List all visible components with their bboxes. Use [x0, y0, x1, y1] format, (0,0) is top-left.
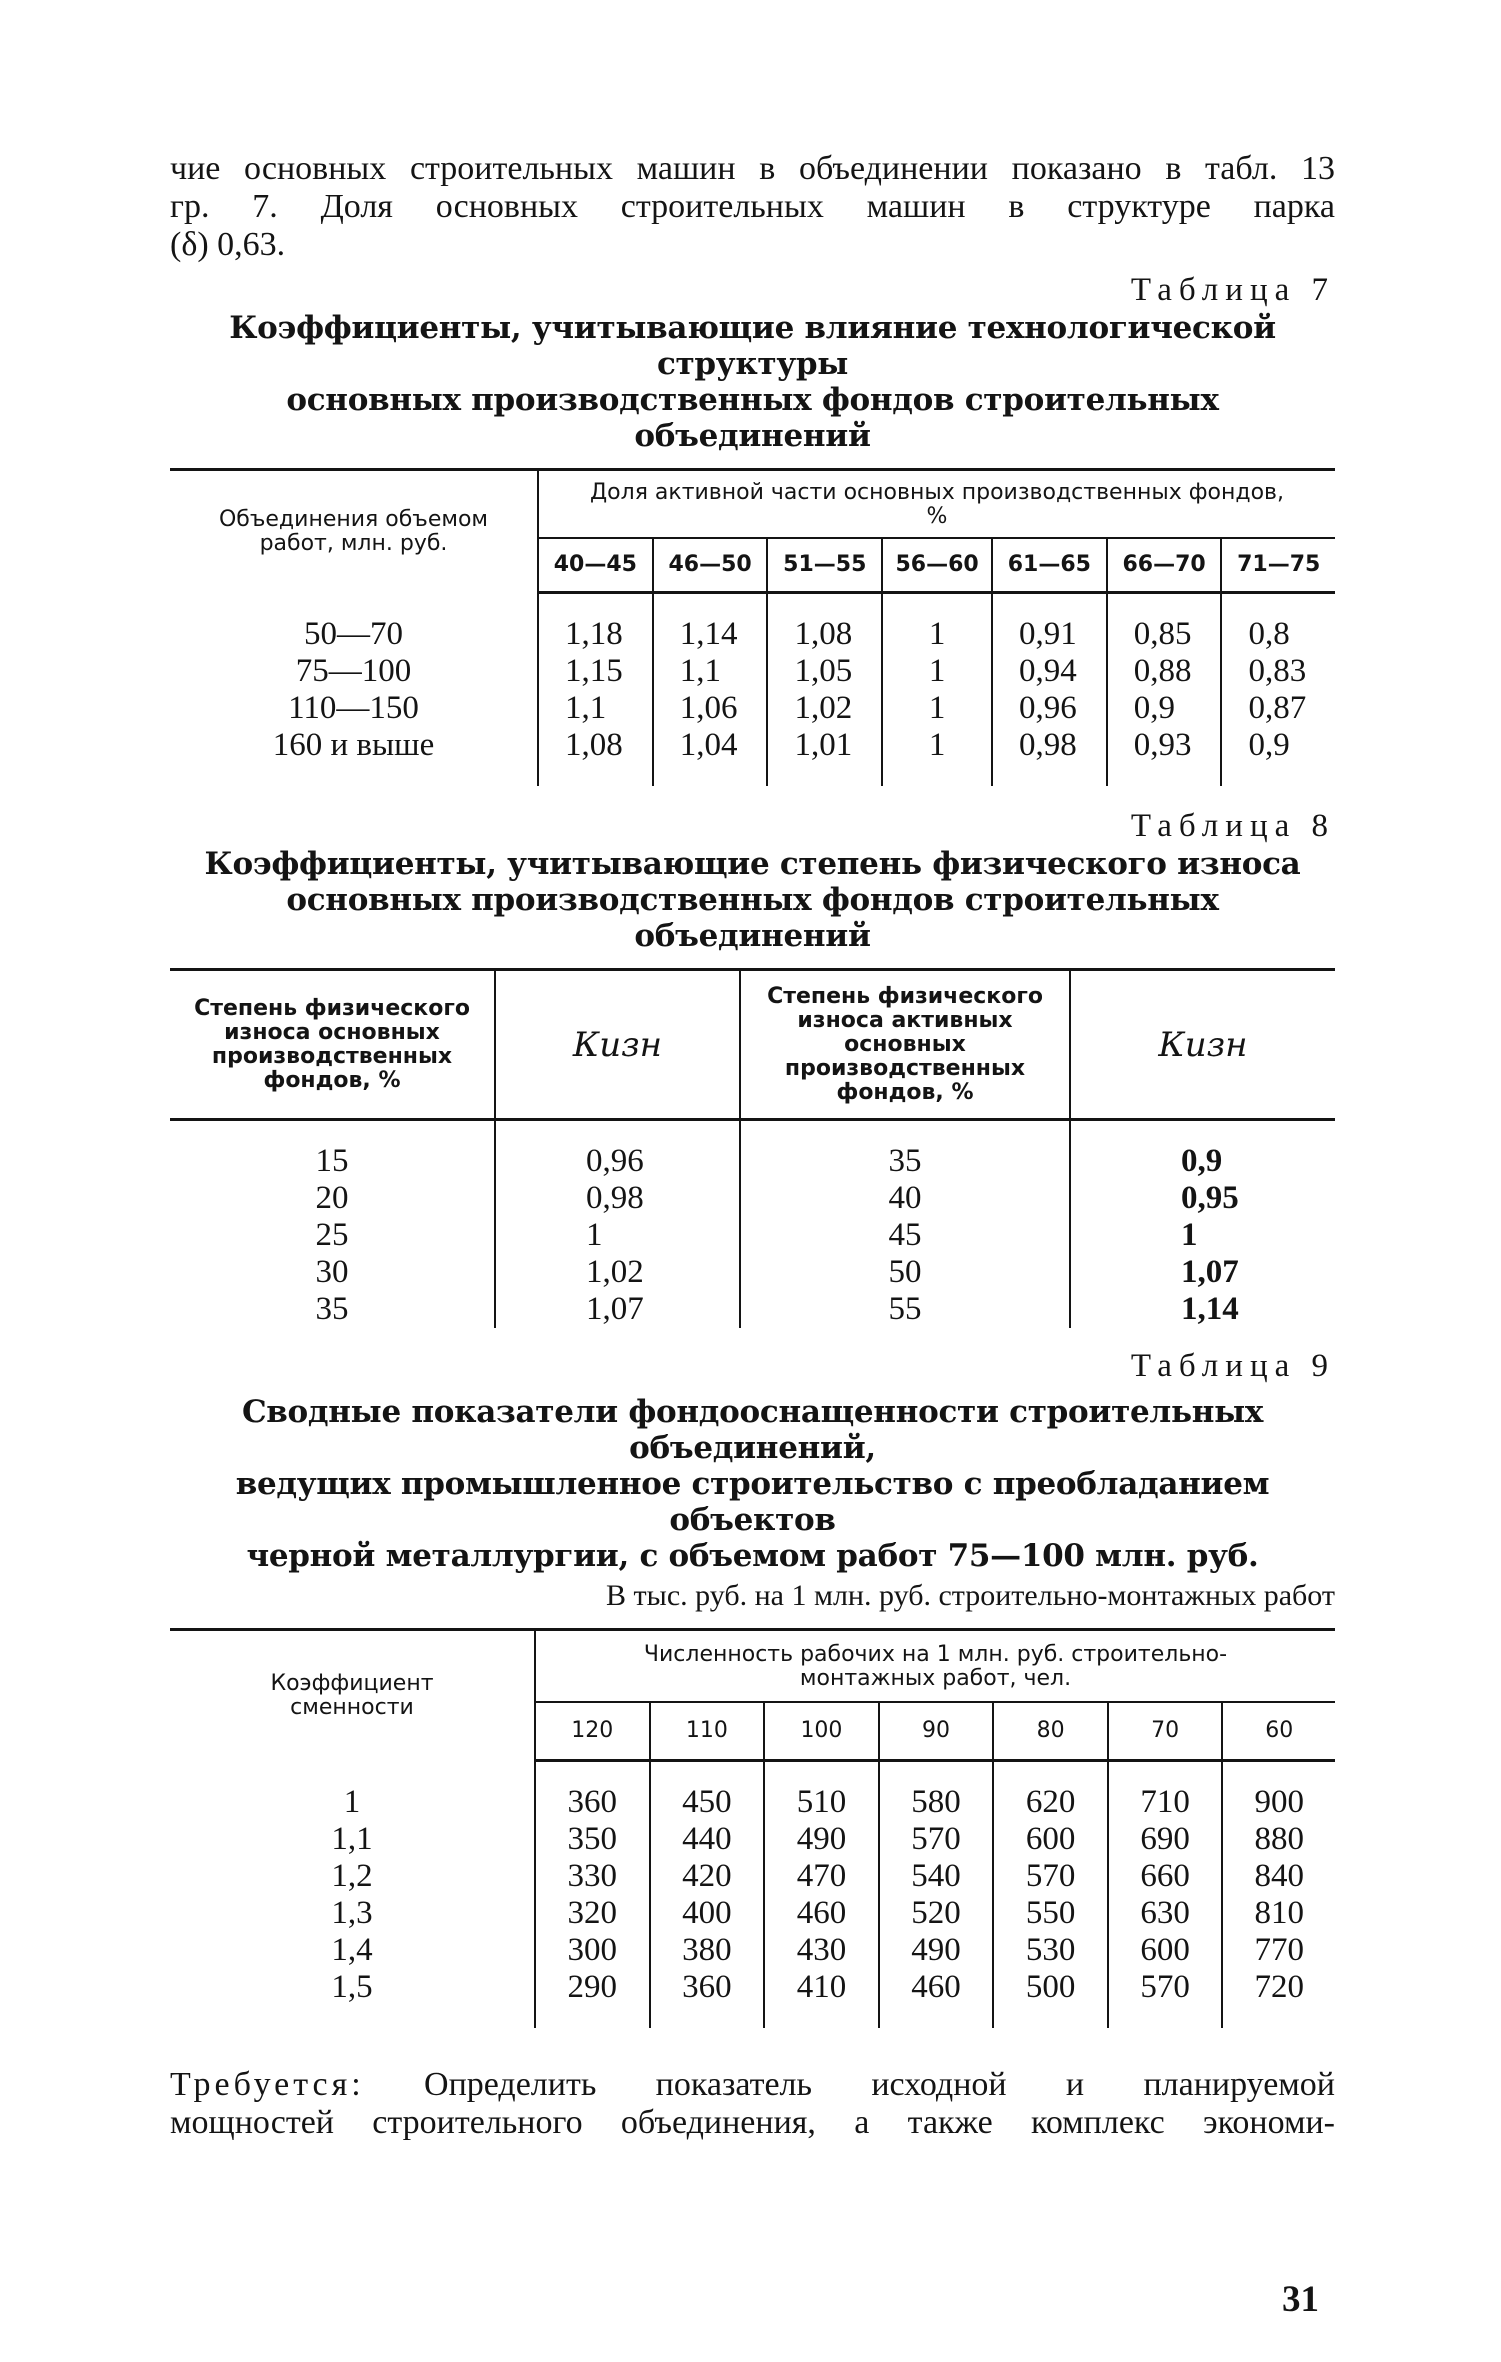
- table9-cell: 810: [1222, 1895, 1335, 1932]
- table-row: [170, 1291, 1335, 1328]
- table9-cell: 600: [993, 1821, 1108, 1858]
- table7-cell: 1,06: [653, 690, 768, 727]
- table9-cell: 490: [764, 1821, 879, 1858]
- table9-cell: 770: [1222, 1932, 1335, 1969]
- table7-cell: 0,93: [1107, 727, 1222, 764]
- table9-col-header: 90: [879, 1702, 994, 1761]
- table8-cell: 30: [315, 1254, 349, 1290]
- table8-cell: 1,07: [495, 1291, 740, 1328]
- table8-cell: 0,9: [1070, 1143, 1335, 1180]
- table7-cell: 1: [882, 616, 992, 653]
- table9-cell: 450: [650, 1784, 765, 1821]
- table7-cell: 0,96: [992, 690, 1107, 727]
- table7-cell: 1,08: [538, 727, 653, 764]
- table7-cell: 0,91: [992, 616, 1107, 653]
- table9-cell: 600: [1108, 1932, 1223, 1969]
- table9-cell: 360: [650, 1969, 765, 2006]
- table-row: [170, 1143, 1335, 1180]
- outro-paragraph: [170, 2066, 1335, 2142]
- intro-line-1: чие основных строительных машин в объединении показано в табл. 13: [170, 150, 1335, 187]
- table7-cell: 1,04: [653, 727, 768, 764]
- table9-cell: 900: [1222, 1784, 1335, 1821]
- page-content: [170, 150, 1335, 2142]
- table7-cell: 1: [882, 690, 992, 727]
- table8-cell: 20: [315, 1180, 349, 1216]
- table7-cell: 1,15: [538, 653, 653, 690]
- table-row: [170, 727, 1335, 764]
- table9-col-header: 70: [1108, 1702, 1223, 1761]
- table7-cell: 0,87: [1221, 690, 1335, 727]
- table9-cell: 540: [879, 1858, 994, 1895]
- table7-cell: 1,08: [767, 616, 882, 653]
- table9-row-label: 1: [343, 1784, 361, 1820]
- table7-cell: 0,85: [1107, 616, 1222, 653]
- table9-cell: 880: [1222, 1821, 1335, 1858]
- table9-cell: 360: [535, 1784, 650, 1821]
- table7-row-label: 50—70: [304, 616, 403, 652]
- outro-line-1-text: Определить показатель исходной и планируемой: [424, 2066, 1335, 2103]
- table9-col-header: 100: [764, 1702, 879, 1761]
- table9-row-label: 1,5: [331, 1969, 373, 2005]
- table7-row-label: 110—150: [288, 690, 419, 726]
- table-row: [170, 1821, 1335, 1858]
- table8-label: Таблица 8: [1130, 808, 1335, 844]
- table7-cell: 0,9: [1107, 690, 1222, 727]
- table9-cell: 710: [1108, 1784, 1223, 1821]
- table9-cell: 470: [764, 1858, 879, 1895]
- table7-cell: 1: [882, 727, 992, 764]
- table9-col-header: 110: [650, 1702, 765, 1761]
- table9-cell: 510: [764, 1784, 879, 1821]
- table9-cell: 550: [993, 1895, 1108, 1932]
- table8-cell: 35: [315, 1291, 349, 1327]
- table7-cell: 0,98: [992, 727, 1107, 764]
- table9-cell: 460: [764, 1895, 879, 1932]
- table7-cell: 1,02: [767, 690, 882, 727]
- table9-row-label: 1,4: [331, 1932, 373, 1968]
- table9-row-label: 1,3: [331, 1895, 373, 1931]
- table9-cell: 400: [650, 1895, 765, 1932]
- table-row: [170, 616, 1335, 653]
- table9-row-label: 1,1: [331, 1821, 373, 1857]
- table-row: [170, 1254, 1335, 1291]
- table-row: [170, 653, 1335, 690]
- outro-line-1: [170, 2066, 1335, 2104]
- table7-col-header: 66—70: [1107, 538, 1222, 593]
- table7-cell: 1: [882, 653, 992, 690]
- table8-cell: 55: [740, 1291, 1070, 1328]
- table8-k-header: Кизн: [495, 970, 740, 1120]
- table9-col-header: 80: [993, 1702, 1108, 1761]
- table7-cell: 1,1: [653, 653, 768, 690]
- table9-cell: 690: [1108, 1821, 1223, 1858]
- table7-col-header: 61—65: [992, 538, 1107, 593]
- table9-cell: 840: [1222, 1858, 1335, 1895]
- table-row: [170, 1895, 1335, 1932]
- table9-cell: 570: [879, 1821, 994, 1858]
- table9-cell: 420: [650, 1858, 765, 1895]
- table8-cell: 1: [495, 1217, 740, 1254]
- table9-cell: 330: [535, 1858, 650, 1895]
- table-row: [170, 1217, 1335, 1254]
- outro-lead: Требуется:: [170, 2066, 365, 2103]
- table9-cell: 430: [764, 1932, 879, 1969]
- table-row: [170, 1932, 1335, 1969]
- table9-cell: 570: [993, 1858, 1108, 1895]
- table7-caption-line-1: Коэффициенты, учитывающие влияние технологической структуры: [229, 310, 1276, 382]
- table7-cell: 0,83: [1221, 653, 1335, 690]
- table9-label: Таблица 9: [1130, 1348, 1335, 1384]
- table9: [170, 1628, 1335, 2028]
- table9-col-header: 120: [535, 1702, 650, 1761]
- intro-line-3: (δ) 0,63.: [170, 226, 286, 263]
- table7-col-header: 71—75: [1221, 538, 1335, 593]
- table9-cell: 300: [535, 1932, 650, 1969]
- table-row: [170, 1180, 1335, 1217]
- table8-cell: 45: [740, 1217, 1070, 1254]
- table9-cell: 500: [993, 1969, 1108, 2006]
- table7-label: Таблица 7: [1130, 272, 1335, 308]
- table8-cell: 15: [315, 1143, 349, 1179]
- table8-caption-line-2: основных производственных фондов строительных объединений: [286, 882, 1219, 954]
- table9-cell: 440: [650, 1821, 765, 1858]
- table8: [170, 968, 1335, 1328]
- table9-cell: 630: [1108, 1895, 1223, 1932]
- table7-row-label: 75—100: [295, 653, 412, 689]
- table8-cell: 0,95: [1070, 1180, 1335, 1217]
- table9-caption-line-1: Сводные показатели фондооснащенности строительных объединений,: [241, 1394, 1264, 1466]
- table7-cell: 0,88: [1107, 653, 1222, 690]
- table8-cell: 1: [1070, 1217, 1335, 1254]
- table9-cell: 720: [1222, 1969, 1335, 2006]
- table7-col-header: 51—55: [767, 538, 882, 593]
- table8-cell: 0,96: [495, 1143, 740, 1180]
- table7-cell: 0,94: [992, 653, 1107, 690]
- table7-row-header: Объединения объемом работ, млн. руб.: [170, 470, 538, 593]
- table-row: [170, 1969, 1335, 2006]
- intro-line-2: гр. 7. Доля основных строительных машин в структуре парка: [170, 188, 1335, 225]
- table7-col-header: 40—45: [538, 538, 653, 593]
- table9-cell: 570: [1108, 1969, 1223, 2006]
- table8-cell: 1,14: [1070, 1291, 1335, 1328]
- table8-wear-header: Степень физического износа основных производственных фондов, %: [170, 970, 495, 1120]
- table7-cell: 1,01: [767, 727, 882, 764]
- table8-wear-header: Степень физического износа активных основных производственных фондов, %: [740, 970, 1070, 1120]
- table9-row-label: 1,2: [331, 1858, 373, 1894]
- table9-cell: 580: [879, 1784, 994, 1821]
- table7-cell: 1,18: [538, 616, 653, 653]
- table9-col-header: 60: [1222, 1702, 1335, 1761]
- table9-cell: 290: [535, 1969, 650, 2006]
- table-row: [170, 690, 1335, 727]
- table9-cell: 660: [1108, 1858, 1223, 1895]
- table9-cell: 380: [650, 1932, 765, 1969]
- table9-cell: 530: [993, 1932, 1108, 1969]
- table7-cell: 1,14: [653, 616, 768, 653]
- table9-caption-line-2: ведущих промышленное строительство с преобладанием объектов: [235, 1466, 1270, 1538]
- table7-cell: 1,05: [767, 653, 882, 690]
- table9-cell: 320: [535, 1895, 650, 1932]
- table9-cell: 350: [535, 1821, 650, 1858]
- table7-cell: 1,1: [538, 690, 653, 727]
- table-row: [170, 1858, 1335, 1895]
- table9-caption-line-3: черной металлургии, с объемом работ 75—100 млн. руб.: [246, 1538, 1259, 1574]
- table7-row-label: 160 и выше: [272, 727, 435, 763]
- table9-cell: 460: [879, 1969, 994, 2006]
- table8-cell: 40: [740, 1180, 1070, 1217]
- table9-group-header: Численность рабочих на 1 млн. руб. строительно-монтажных работ, чел.: [535, 1630, 1335, 1703]
- table9-unit: В тыс. руб. на 1 млн. руб. строительно-монтажных работ: [606, 1579, 1335, 1612]
- table9-cell: 410: [764, 1969, 879, 2006]
- outro-line-2: мощностей строительного объединения, а также комплекс экономи-: [170, 2104, 1335, 2141]
- table8-cell: 35: [740, 1143, 1070, 1180]
- table9-row-header: Коэффициент сменности: [170, 1630, 535, 1761]
- table7-col-header: 56—60: [882, 538, 992, 593]
- table8-caption-line-1: Коэффициенты, учитывающие степень физического износа: [204, 846, 1301, 882]
- table9-cell: 490: [879, 1932, 994, 1969]
- table7-col-header: 46—50: [653, 538, 768, 593]
- table9-cell: 520: [879, 1895, 994, 1932]
- intro-paragraph: [170, 150, 1335, 264]
- table7-group-header: Доля активной части основных производственных фондов, %: [538, 470, 1335, 539]
- table9-cell: 620: [993, 1784, 1108, 1821]
- table7: [170, 468, 1335, 786]
- table8-cell: 50: [740, 1254, 1070, 1291]
- table8-cell: 25: [315, 1217, 349, 1253]
- table-row: [170, 1784, 1335, 1821]
- table8-cell: 1,07: [1070, 1254, 1335, 1291]
- table8-cell: 0,98: [495, 1180, 740, 1217]
- table7-caption-line-2: основных производственных фондов строительных объединений: [286, 382, 1219, 454]
- table8-k-header: Кизн: [1070, 970, 1335, 1120]
- table7-cell: 0,9: [1221, 727, 1335, 764]
- page-number: 31: [1282, 2279, 1319, 2320]
- table7-cell: 0,8: [1221, 616, 1335, 653]
- table8-cell: 1,02: [495, 1254, 740, 1291]
